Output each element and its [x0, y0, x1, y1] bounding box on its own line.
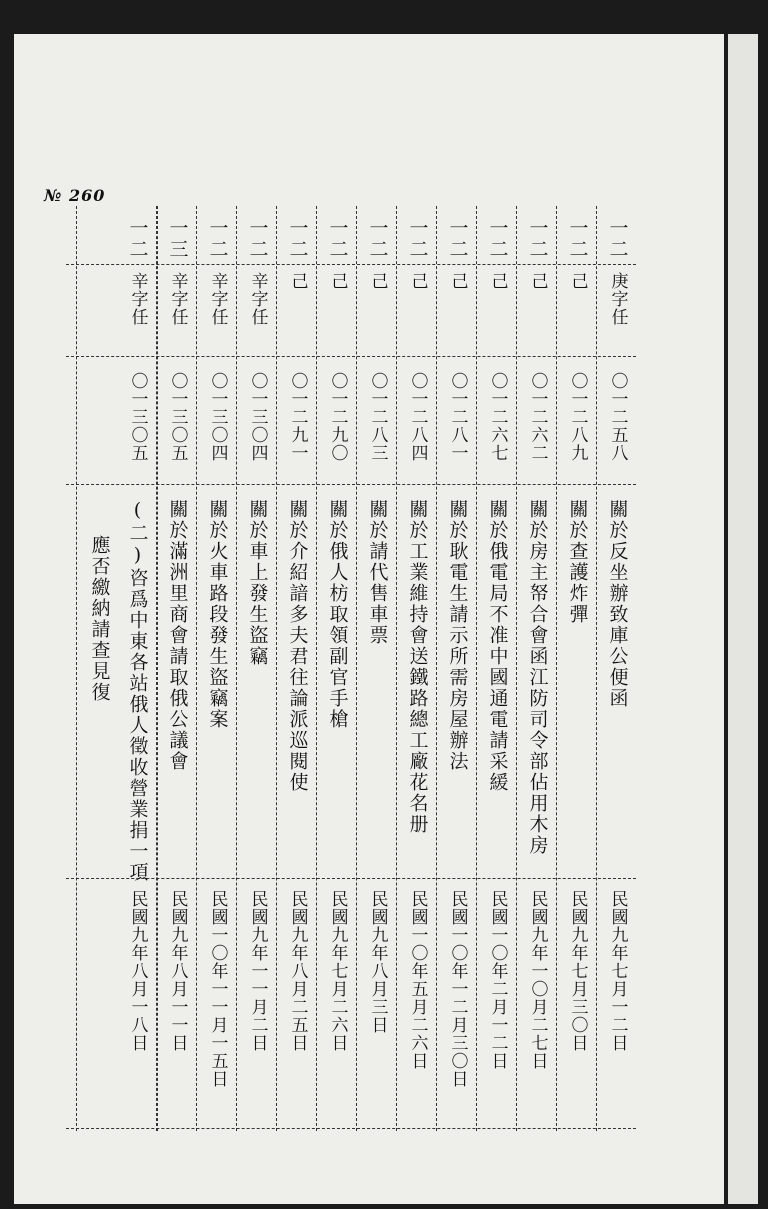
entry-subject: 關於查護炸彈 [566, 499, 589, 625]
entry-subject: 關於俄人枋取領副官手槍 [326, 499, 349, 730]
entry-number: 一二 [286, 218, 309, 260]
entry-date: 民國九年七月一二日 [607, 890, 628, 1052]
entry-subject: 關於請代售車票 [366, 499, 389, 646]
entry-file-number: 〇一二六二 [527, 372, 548, 462]
ledger-table [66, 206, 636, 1131]
entry-file-number: 〇一三〇五 [127, 372, 148, 462]
entry-date: 民國一〇年五月二六日 [407, 890, 428, 1070]
entry-rank: 辛字任 [127, 272, 148, 326]
page-number: № 260 [44, 186, 106, 205]
entry-file-number: 〇一二五八 [607, 372, 628, 462]
entry-date: 民國九年八月一一日 [167, 890, 188, 1052]
entry-number: 一二 [566, 218, 589, 260]
entry-number: 一二 [446, 218, 469, 260]
entry-subject-continued: 應否繳納請查見復 [88, 535, 111, 703]
entry-subject: 關於房主帑合會函江防司令部佔用木房 [526, 499, 549, 856]
entry-number: 一二 [126, 218, 149, 260]
entry-date: 民國九年八月三日 [367, 890, 388, 1034]
ledger-column [396, 206, 437, 1131]
entry-date: 民國一〇年二月一二日 [487, 890, 508, 1070]
entry-number: 一二 [406, 218, 429, 260]
entry-number: 一二 [366, 218, 389, 260]
ledger-column [196, 206, 237, 1131]
entry-number: 一二 [606, 218, 629, 260]
adjacent-page-edge [728, 34, 758, 1204]
entry-subject: 關於車上發生盜竊 [246, 499, 269, 667]
entry-number: 一二 [486, 218, 509, 260]
ledger-column [76, 206, 158, 1131]
entry-rank: 己 [527, 272, 548, 290]
entry-number: 一二 [526, 218, 549, 260]
entry-file-number: 〇一二九〇 [327, 372, 348, 462]
ledger-column [276, 206, 317, 1131]
entry-number: 一二 [206, 218, 229, 260]
ledger-column [596, 206, 637, 1131]
entry-file-number: 〇一二九一 [287, 372, 308, 462]
entry-date: 民國九年八月二五日 [287, 890, 308, 1052]
entry-subject: 關於反坐辦致庫公便函 [606, 499, 629, 709]
entry-rank: 己 [567, 272, 588, 290]
entry-subject: 關於耿電生請示所需房屋辦法 [446, 499, 469, 772]
entry-rank: 辛字任 [207, 272, 228, 326]
entry-date: 民國九年八月一八日 [127, 890, 148, 1052]
entry-subject: 關於俄電局不准中國通電請采緩 [486, 499, 509, 793]
ledger-column [516, 206, 557, 1131]
entry-subject: 關於滿洲里商會請取俄公議會 [166, 499, 189, 772]
entry-number: 一二 [326, 218, 349, 260]
entry-subject: 關於工業維持會送鐵路總工廠花名册 [406, 499, 429, 835]
entry-rank: 己 [287, 272, 308, 290]
entry-subject: 關於介紹諳多夫君往論派巡閱使 [286, 499, 309, 793]
entry-date: 民國九年七月三〇日 [567, 890, 588, 1052]
ledger-column [316, 206, 357, 1131]
entry-file-number: 〇一三〇四 [207, 372, 228, 462]
entry-date: 民國一〇年一一月一五日 [207, 890, 228, 1088]
ledger-column [556, 206, 597, 1131]
ledger-column [356, 206, 397, 1131]
entry-rank: 己 [367, 272, 388, 290]
entry-rank: 庚字任 [607, 272, 628, 326]
ledger-column [436, 206, 477, 1131]
entry-subject: (二)咨爲中東各站俄人徵收營業捐一項 [126, 499, 149, 883]
entry-number: 一二 [246, 218, 269, 260]
ledger-column [156, 206, 197, 1131]
entry-date: 民國一〇年一二月三〇日 [447, 890, 468, 1088]
entry-file-number: 〇一三〇四 [247, 372, 268, 462]
entry-rank: 己 [407, 272, 428, 290]
ledger-column [236, 206, 277, 1131]
entry-file-number: 〇一三〇五 [167, 372, 188, 462]
entry-file-number: 〇一二六七 [487, 372, 508, 462]
entry-rank: 己 [447, 272, 468, 290]
entry-subject: 關於火車路段發生盜竊案 [206, 499, 229, 730]
entry-rank: 辛字任 [247, 272, 268, 326]
entry-file-number: 〇一二八一 [447, 372, 468, 462]
entry-rank: 辛字任 [167, 272, 188, 326]
entry-date: 民國九年七月二六日 [327, 890, 348, 1052]
entry-file-number: 〇一二八九 [567, 372, 588, 462]
entry-file-number: 〇一二八四 [407, 372, 428, 462]
entry-date: 民國九年一〇月二七日 [527, 890, 548, 1070]
entry-rank: 己 [327, 272, 348, 290]
entry-file-number: 〇一二八三 [367, 372, 388, 462]
entry-rank: 己 [487, 272, 508, 290]
entry-date: 民國九年一一月二日 [247, 890, 268, 1052]
entry-number: 一三 [166, 218, 189, 260]
ledger-column [476, 206, 517, 1131]
